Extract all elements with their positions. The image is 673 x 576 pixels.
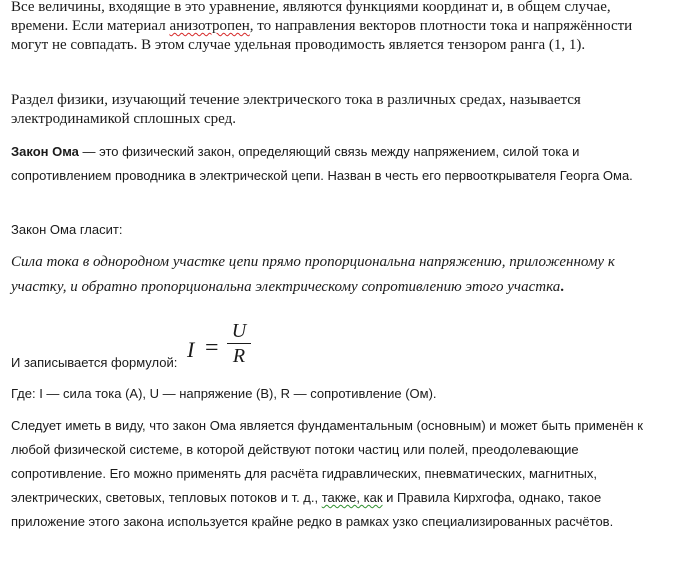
paragraph-formula-intro: И записывается формулой: — [11, 355, 178, 370]
paragraph-variables: Где: I — сила тока (А), U — напряжение (В), R — сопротивление (Ом). — [11, 386, 437, 401]
paragraph-law-statement — [11, 250, 651, 300]
applicability-text-2: и Правила Кирхгофа, однако, такое приложение этого закона используется крайне редко в рамках узко специализированных расчётов. — [11, 490, 614, 529]
paragraph-electrodynamics: Раздел физики, изучающий течение электрического тока в различных средах, называется электродинамикой сплошных сред. — [11, 92, 581, 127]
paragraph-applicability — [11, 414, 651, 534]
paragraph-anisotropy — [11, 0, 651, 55]
applicability-text-1: Следует иметь в виду, что закон Ома является фундаментальным (основным) и может быть применён к любой физической системе, в которой действуют потоки частиц или полей, преодолевающие сопротивление. Его можно применять для расчёта гидравлических, пневматических, магнитных, электрических, световых, тепловых потоков и т. д., — [11, 418, 643, 505]
formula-fraction — [227, 320, 251, 367]
grammar-flagged-phrase[interactable]: также, как — [321, 490, 383, 505]
formula-resistance: R — [232, 345, 246, 367]
definition-text: — это физический закон, определяющий связь между напряжением, силой тока и сопротивлением проводника в электрической цепи. Назван в честь его первооткрывателя Георга Ома. — [11, 144, 633, 183]
paragraph-law-states: Закон Ома гласит: — [11, 222, 123, 237]
term-ohm-law: Закон Ома — [11, 144, 79, 159]
formula-current: I — [187, 337, 195, 362]
paragraph-anisotropy-text-2: , то направления векторов плотности тока и напряжённости могут не совпадать. В этом случае удельная проводимость является тензором ранга (1, 1). — [11, 18, 633, 53]
paragraph-anisotropy-text-1: Все величины, входящие в это уравнение, являются функциями координат и, в общем случае, времени. Если материал — [11, 0, 611, 34]
misspelled-word[interactable]: анизотропен — [169, 18, 250, 34]
formula-equals: = — [205, 335, 219, 361]
fraction-bar — [227, 343, 251, 344]
formula-voltage: U — [231, 320, 247, 342]
law-statement-italic: Сила тока в однородном участке цепи прямо пропорциональна напряжению, приложенному к участку, и обратно пропорциональна электрическому сопротивлению этого участка — [11, 254, 615, 295]
law-statement-period: . — [560, 279, 564, 295]
paragraph-ohm-law-definition — [11, 140, 651, 188]
